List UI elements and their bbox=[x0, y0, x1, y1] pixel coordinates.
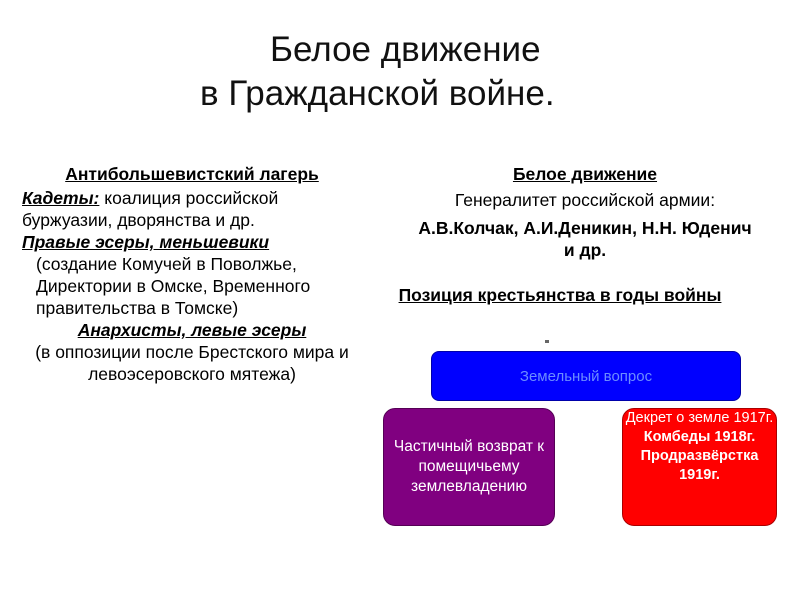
partial-return-label: Частичный возврат к помещичьему землевладению bbox=[393, 438, 545, 495]
partial-return-box bbox=[383, 408, 555, 526]
kadety-paragraph bbox=[22, 187, 362, 231]
divider-mark bbox=[545, 340, 549, 343]
title-line-2: в Гражданской войне. bbox=[200, 74, 555, 113]
left-column bbox=[22, 163, 362, 385]
left-header: Антибольшевистский лагерь bbox=[65, 164, 319, 184]
anarchists-label: Анархисты, левые эсеры bbox=[77, 320, 307, 340]
generals-list: А.В.Колчак, А.И.Деникин, Н.Н. Юденич и др. bbox=[418, 218, 752, 260]
decrees-box bbox=[622, 408, 777, 526]
land-question-label: Земельный вопрос bbox=[519, 367, 653, 385]
decree-land-label: Декрет о земле 1917г. bbox=[625, 410, 774, 426]
peasant-title: Позиция крестьянства в годы войны bbox=[398, 285, 722, 305]
esery-text: (создание Комучей в Поволжье, Директории в Омске, Временного правительства в Томске) bbox=[36, 254, 311, 318]
esery-paragraph bbox=[22, 231, 362, 253]
title-line-1: Белое движение bbox=[270, 30, 541, 69]
right-column bbox=[395, 163, 775, 261]
anarchists-text: (в оппозиции после Брестского мира и левоэсеровского мятежа) bbox=[35, 342, 349, 384]
right-header: Белое движение bbox=[512, 164, 658, 184]
esery-label: Правые эсеры, меньшевики bbox=[22, 232, 270, 252]
land-question-box bbox=[431, 351, 741, 401]
prodrazverstka-label: Продразвёрстка bbox=[640, 448, 759, 464]
year-1919-label: 1919г. bbox=[679, 467, 720, 483]
right-subheader: Генералитет российской армии: bbox=[454, 190, 716, 210]
kadety-text: коалиция российской буржуазии, дворянства и др. bbox=[22, 188, 279, 230]
page-title bbox=[200, 28, 720, 116]
kombedy-label: Комбеды 1918г. bbox=[643, 429, 756, 445]
kadety-label: Кадеты: bbox=[22, 188, 100, 208]
